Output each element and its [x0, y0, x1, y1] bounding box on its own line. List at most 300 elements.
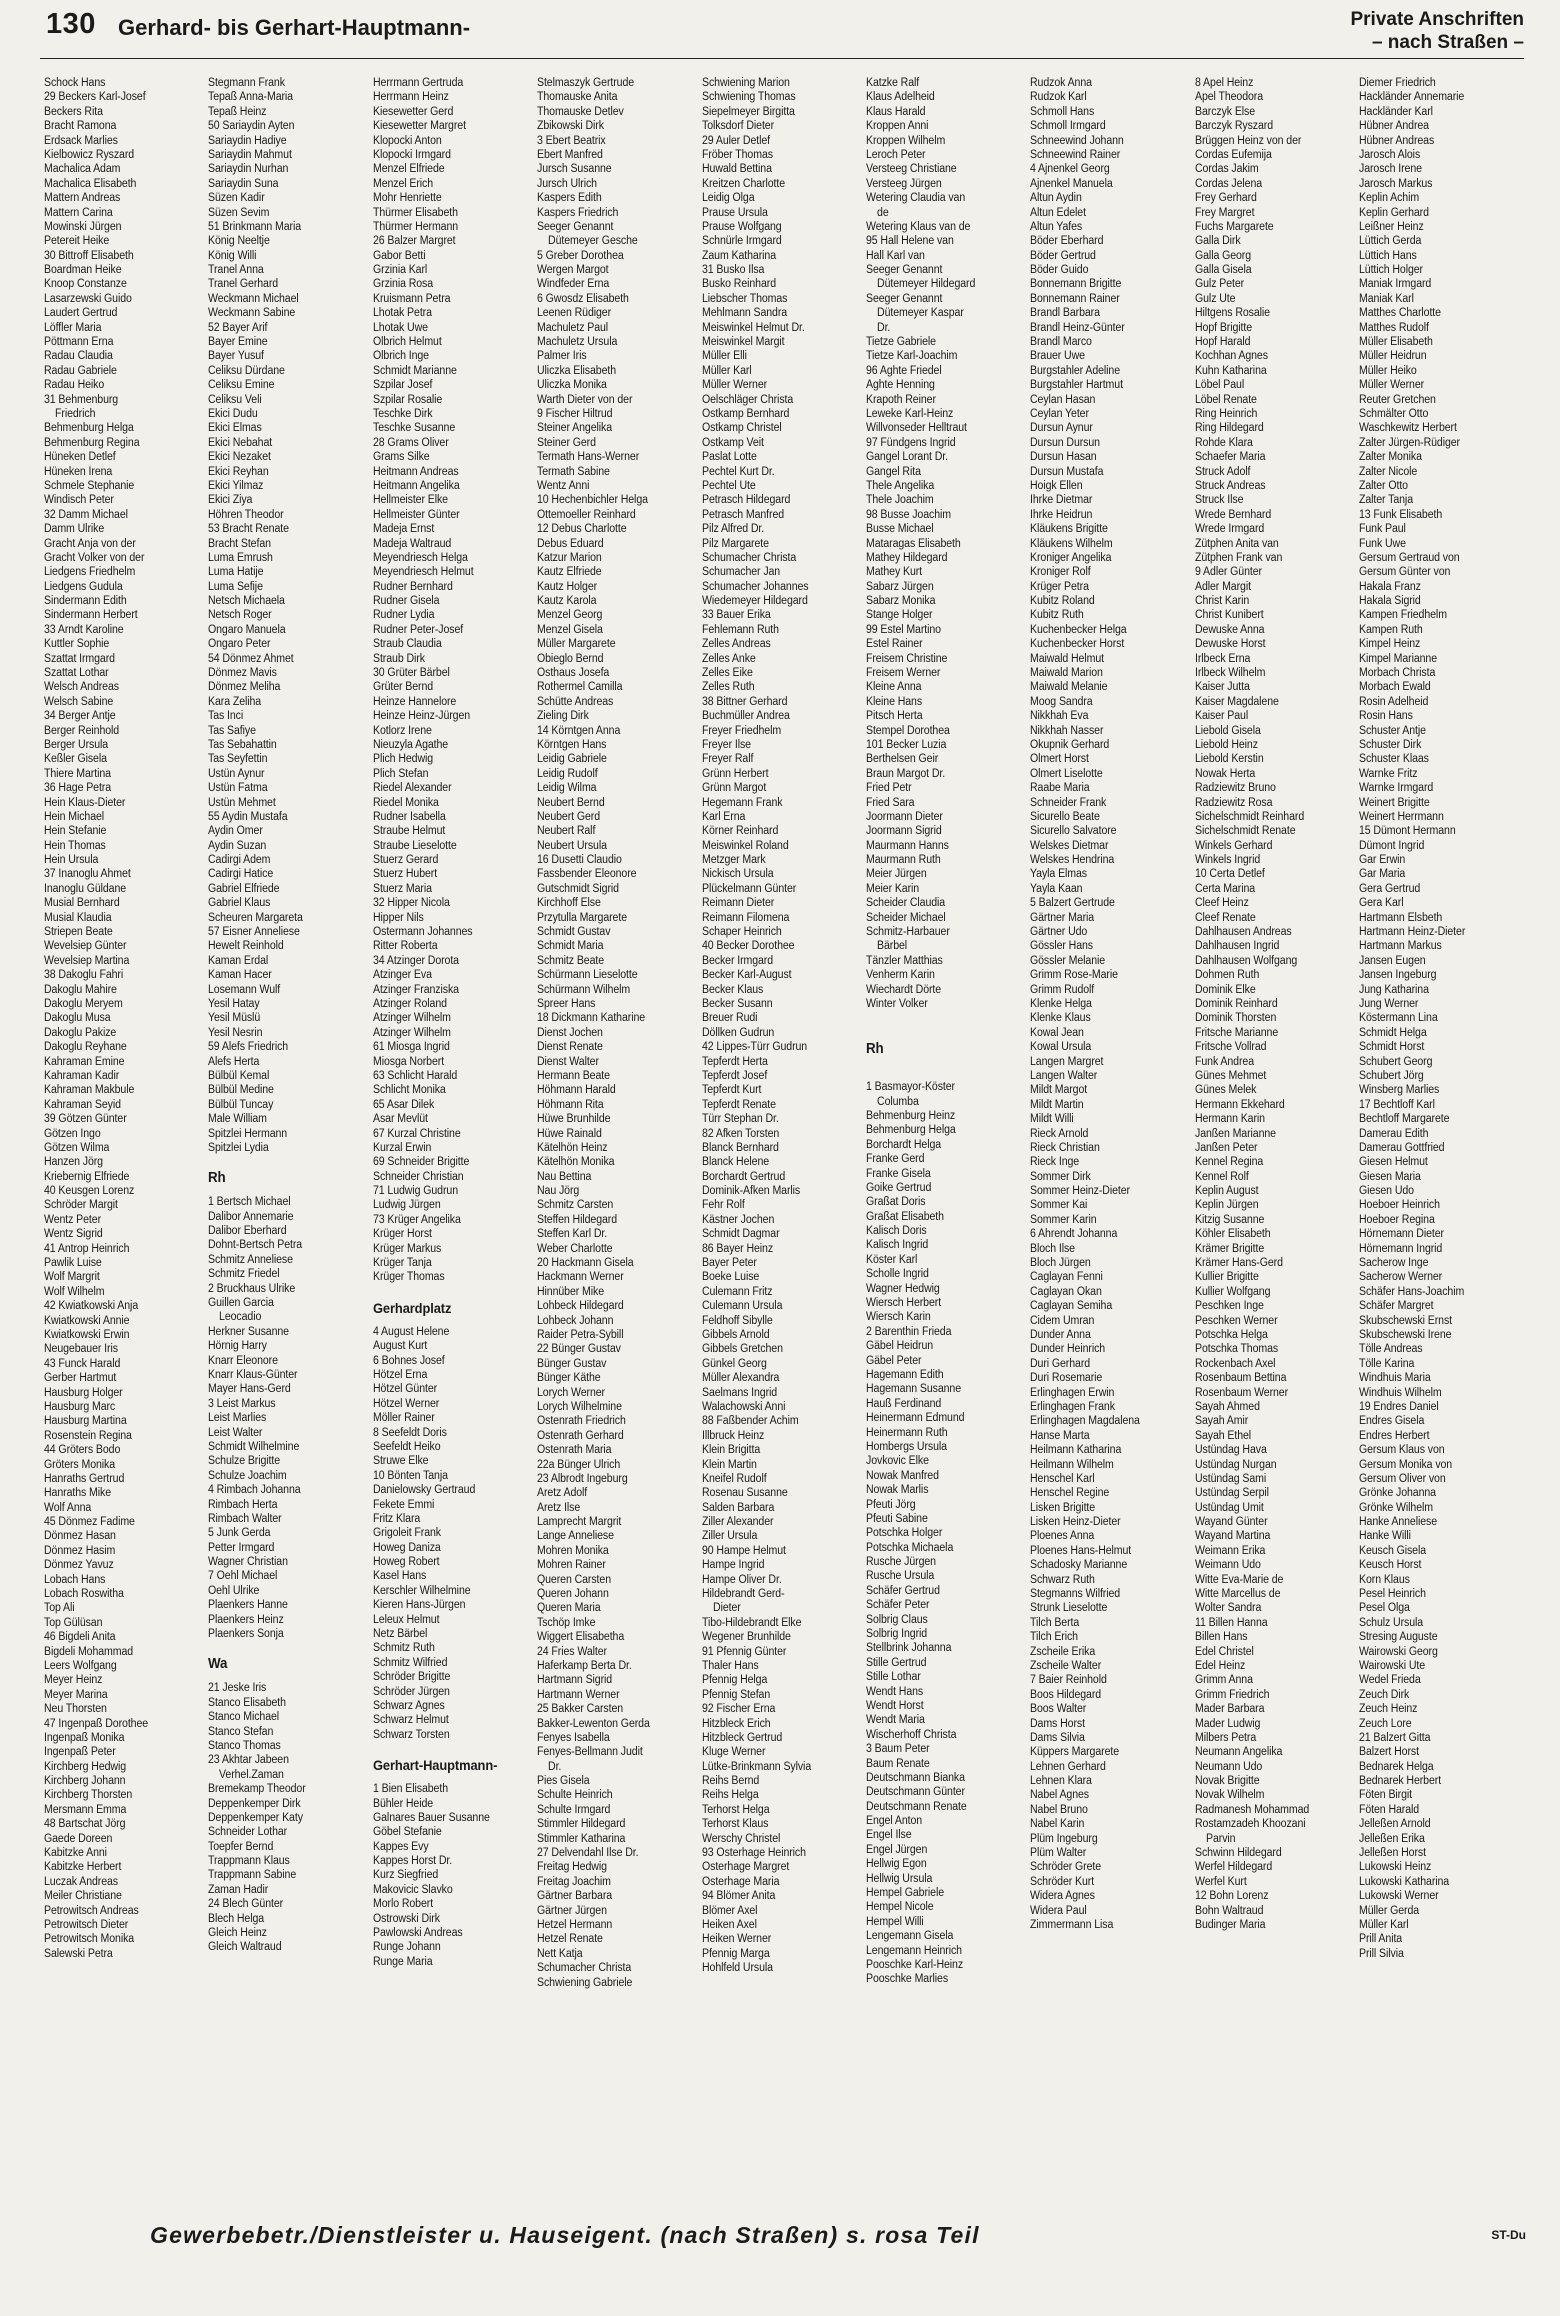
- resident-entry: Bülbül Tuncay: [208, 1098, 274, 1111]
- resident-entry: Bremekamp Theodor: [208, 1783, 307, 1796]
- resident-entry: Meiswinkel Roland: [701, 839, 789, 852]
- resident-entry: Schulte Heinrich: [537, 1789, 613, 1802]
- resident-entry: Stuerz Gerard: [372, 854, 439, 867]
- resident-entry: Lüttich Hans: [1359, 249, 1417, 262]
- resident-entry: Kaspers Edith: [537, 192, 602, 205]
- resident-entry: Keusch Horst: [1359, 1559, 1422, 1572]
- resident-entry: Machalica Adam: [44, 163, 121, 176]
- resident-entry: Stegmann Frank: [208, 77, 286, 89]
- resident-entry: Gracht Anja von der: [44, 537, 136, 550]
- resident-entry: Hoeboer Regina: [1359, 1213, 1435, 1226]
- resident-entry: Peschken Inge: [1194, 1300, 1264, 1313]
- resident-entry: Rieck Inge: [1030, 1156, 1080, 1169]
- resident-entry: Wayand Günter: [1194, 1516, 1268, 1529]
- resident-entry: Hanke Anneliese: [1359, 1516, 1438, 1529]
- resident-entry: Kleine Anna: [865, 681, 922, 694]
- resident-entry: Krüger Horst: [372, 1228, 432, 1241]
- resident-entry: Male William: [208, 1113, 268, 1126]
- resident-entry: Celiksu Emine: [208, 379, 275, 392]
- resident-entry: Pies Gisela: [537, 1775, 590, 1788]
- resident-entry: Lütke-Brinkmann Sylvia: [701, 1760, 811, 1773]
- resident-entry: Leist Marlies: [208, 1412, 267, 1425]
- resident-entry: Neumann Angelika: [1194, 1746, 1283, 1759]
- resident-entry: 91 Pfennig Günter: [701, 1645, 786, 1658]
- resident-entry: Kubitz Ruth: [1030, 609, 1085, 622]
- section-title-line2: – nach Straßen –: [1371, 32, 1524, 53]
- resident-entry: Kirchhoff Else: [537, 897, 601, 910]
- resident-entry: Pfennig Marga: [701, 1947, 770, 1960]
- resident-entry: 12 Bohn Lorenz: [1194, 1890, 1269, 1903]
- resident-entry: Grünn Margot: [701, 782, 766, 795]
- resident-entry: 39 Götzen Günter: [44, 1113, 127, 1126]
- resident-entry: Brandl Barbara: [1030, 307, 1101, 320]
- resident-entry: Heinze Hannelore: [372, 695, 457, 708]
- resident-entry: 14 Körntgen Anna: [537, 724, 621, 737]
- resident-entry: Cordas Jelena: [1194, 177, 1262, 190]
- resident-entry: Üstün Fatma: [208, 782, 268, 795]
- resident-entry: Radziewitz Rosa: [1194, 796, 1273, 809]
- resident-entry: 38 Bittner Gerhard: [701, 695, 787, 708]
- resident-entry: Kowal Ursula: [1030, 1041, 1092, 1054]
- entry-continuation: Dr.: [876, 321, 891, 334]
- resident-entry: Celiksu Veli: [208, 393, 262, 406]
- resident-entry: Hohlfeld Ursula: [701, 1962, 773, 1975]
- resident-entry: Gar Maria: [1359, 868, 1406, 881]
- resident-entry: Grzinia Karl: [372, 264, 427, 277]
- resident-entry: Meier Jürgen: [865, 868, 927, 881]
- resident-entry: Gabriel Klaus: [208, 897, 271, 910]
- resident-entry: Kennel Regina: [1194, 1156, 1263, 1169]
- resident-entry: 24 Blech Günter: [208, 1898, 284, 1911]
- resident-entry: Rusche Ursula: [865, 1570, 935, 1583]
- resident-entry: Warth Dieter von der: [537, 393, 633, 406]
- resident-entry: Ring Heinrich: [1194, 407, 1258, 420]
- resident-entry: Willvonseder Helltraut: [865, 422, 967, 435]
- resident-entry: Hüneken Irena: [44, 465, 113, 478]
- resident-entry: Schmoll Hans: [1030, 105, 1095, 118]
- resident-entry: Ostrowski Dirk: [372, 1912, 440, 1925]
- resident-entry: Deppenkemper Katy: [208, 1811, 304, 1824]
- resident-entry: Hoeboer Heinrich: [1359, 1199, 1440, 1212]
- resident-entry: Nett Katja: [537, 1947, 583, 1960]
- resident-entry: Teschke Susanne: [372, 422, 455, 435]
- resident-entry: Duri Gerhard: [1030, 1357, 1091, 1370]
- resident-entry: Hopf Brigitte: [1194, 321, 1252, 334]
- resident-entry: Ekici Elmas: [208, 422, 263, 435]
- resident-entry: Gärtner Jürgen: [537, 1904, 608, 1917]
- resident-entry: Sayah Amir: [1194, 1415, 1248, 1428]
- resident-entry: Burgstahler Adeline: [1030, 364, 1121, 377]
- resident-entry: 34 Atzinger Dorota: [372, 954, 459, 967]
- resident-entry: Caglayan Fenni: [1030, 1271, 1104, 1284]
- resident-entry: Olbrich Inge: [372, 350, 429, 363]
- resident-entry: Rohde Klara: [1194, 436, 1253, 449]
- resident-entry: Spitzlei Lydia: [208, 1141, 270, 1154]
- resident-entry: Üstündag Ümit: [1194, 1501, 1264, 1514]
- resident-entry: Stille Gertrud: [865, 1656, 927, 1669]
- resident-entry: Stegmanns Wilfried: [1030, 1588, 1121, 1601]
- resident-entry: Endres Herbert: [1359, 1429, 1430, 1442]
- resident-entry: Freyer Ralf: [701, 753, 753, 766]
- resident-entry: Dönmez Hasan: [44, 1530, 116, 1543]
- resident-entry: Erlinghagen Frank: [1030, 1400, 1116, 1413]
- resident-entry: Nieuzyla Agathe: [372, 738, 448, 751]
- resident-entry: Pooschke Karl-Heinz: [865, 1959, 963, 1971]
- resident-entry: Hermann Beate: [537, 1069, 611, 1082]
- resident-entry: Gössler Hans: [1030, 940, 1094, 953]
- resident-entry: Üstündag Hava: [1194, 1444, 1267, 1457]
- resident-entry: 45 Dönmez Fadime: [44, 1516, 135, 1529]
- resident-entry: Kabitzke Herbert: [44, 1861, 122, 1874]
- resident-entry: Tölle Karina: [1359, 1357, 1415, 1370]
- resident-entry: 59 Alefs Friedrich: [208, 1041, 289, 1054]
- resident-entry: Kahraman Makbule: [44, 1084, 135, 1097]
- resident-entry: Deutschmann Renate: [865, 1800, 967, 1813]
- resident-entry: Giesen Maria: [1359, 1170, 1421, 1183]
- resident-entry: 46 Bigdeli Anita: [44, 1631, 116, 1644]
- resident-entry: Queren Carsten: [537, 1573, 612, 1586]
- resident-entry: Nowak Manfred: [865, 1469, 939, 1482]
- section-title-line1: Private Anschriften: [1350, 9, 1524, 30]
- resident-entry: Gera Karl: [1359, 897, 1404, 910]
- resident-entry: Palmer Iris: [537, 350, 587, 363]
- resident-entry: Kläukens Brigitte: [1030, 523, 1109, 536]
- resident-entry: Rosin Hans: [1359, 710, 1413, 723]
- resident-entry: Nabel Karin: [1030, 1818, 1085, 1831]
- resident-entry: Gibbels Arnold: [701, 1328, 770, 1341]
- resident-entry: Heitmann Andreas: [372, 465, 459, 478]
- resident-entry: Windisch Peter: [44, 494, 114, 507]
- resident-entry: Kreitzen Charlotte: [701, 177, 785, 190]
- resident-entry: Knoop Constanze: [44, 278, 127, 291]
- resident-entry: Klenke Helga: [1030, 998, 1093, 1010]
- resident-entry: Ajnenkel Manuela: [1030, 177, 1113, 190]
- running-title: Gerhard- bis Gerhart-Hauptmann-: [118, 15, 471, 40]
- resident-entry: Frey Margret: [1194, 206, 1255, 219]
- resident-entry: Leers Wolfgang: [44, 1659, 117, 1672]
- directory-column: [373, 76, 537, 2216]
- resident-entry: Maurmann Hanns: [865, 839, 949, 852]
- resident-entry: Becker Karl-August: [701, 969, 792, 982]
- resident-entry: Schmitz Ruth: [372, 1642, 435, 1655]
- resident-entry: Ebert Manfred: [537, 148, 604, 161]
- resident-entry: Zalter Nicole: [1359, 465, 1418, 478]
- resident-entry: 73 Krüger Angelika: [372, 1213, 461, 1226]
- resident-entry: Plückelmann Günter: [701, 882, 796, 895]
- resident-entry: Raabe Maria: [1030, 782, 1090, 795]
- resident-entry: Hellwig Ursula: [865, 1872, 933, 1885]
- resident-entry: Meyer Marina: [44, 1688, 108, 1701]
- resident-entry: Neubert Bernd: [537, 796, 605, 809]
- resident-entry: Leidig Rudolf: [537, 767, 598, 780]
- resident-entry: Küppers Margarete: [1030, 1746, 1120, 1759]
- resident-entry: Sariaydin Suna: [208, 177, 279, 190]
- resident-entry: Cidem Ümran: [1030, 1314, 1095, 1327]
- resident-entry: Kitzig Susanne: [1194, 1213, 1265, 1226]
- resident-entry: 31 Behmenburg: [44, 393, 119, 406]
- resident-entry: Schmidt Helga: [1359, 1026, 1427, 1039]
- resident-entry: Kurzal Erwin: [372, 1141, 432, 1154]
- resident-entry: Luma Hatije: [208, 566, 264, 579]
- resident-entry: Potschka Helga: [1194, 1328, 1268, 1341]
- resident-entry: Sacherow Inge: [1359, 1257, 1429, 1270]
- resident-entry: Weckmann Sabine: [208, 307, 296, 320]
- resident-entry: Erdsack Marlies: [44, 134, 118, 147]
- resident-entry: [866, 1066, 1017, 1080]
- resident-entry: Bednarek Herbert: [1359, 1775, 1442, 1788]
- resident-entry: Gärtner Maria: [1030, 911, 1095, 924]
- resident-entry: 40 Keusgen Lorenz: [44, 1185, 135, 1198]
- resident-entry: Kaman Erdal: [208, 954, 269, 967]
- entry-continuation: Dütemeyer Gesche: [548, 235, 638, 248]
- resident-entry: Janßen Peter: [1194, 1141, 1258, 1154]
- resident-entry: Struck Ilse: [1194, 494, 1244, 507]
- resident-entry: Billen Hans: [1194, 1631, 1248, 1644]
- resident-entry: Lasarzewski Guido: [44, 292, 132, 305]
- resident-entry: Löbel Paul: [1194, 379, 1244, 392]
- resident-entry: Wergen Margot: [537, 264, 609, 277]
- resident-entry: Certa Marina: [1194, 882, 1255, 895]
- resident-entry: Dominik Reinhard: [1194, 998, 1278, 1010]
- resident-entry: Bayer Peter: [701, 1257, 757, 1270]
- resident-entry: Hörnig Harry: [208, 1340, 268, 1353]
- resident-entry: Zeuch Lore: [1359, 1717, 1412, 1730]
- resident-entry: Edel Christel: [1194, 1645, 1254, 1658]
- resident-entry: Keplin Achim: [1359, 192, 1420, 205]
- resident-entry: 92 Fischer Erna: [701, 1703, 775, 1716]
- resident-entry: Stempel Dorothea: [865, 724, 950, 737]
- resident-entry: Möller Rainer: [372, 1412, 435, 1425]
- resident-entry: Altun Edelet: [1030, 206, 1087, 219]
- resident-entry: Freyer Friedhelm: [701, 724, 781, 737]
- resident-entry: Hipper Nils: [372, 911, 424, 924]
- resident-entry: Laudert Gertrud: [44, 307, 118, 320]
- resident-entry: Netz Bärbel: [372, 1628, 428, 1641]
- resident-entry: Ottemoeller Reinhard: [537, 508, 636, 521]
- resident-entry: Celiksu Dürdane: [208, 364, 286, 377]
- resident-entry: Stelmaszyk Gertrude: [537, 77, 635, 89]
- resident-entry: Reuter Gretchen: [1359, 393, 1436, 406]
- resident-entry: Kirchberg Thorsten: [44, 1789, 133, 1802]
- resident-entry: Wiggert Elisabetha: [537, 1631, 625, 1644]
- resident-entry: Radau Gabriele: [44, 364, 117, 377]
- resident-entry: Herkner Susanne: [208, 1325, 290, 1338]
- resident-entry: Engel Anton: [865, 1815, 923, 1828]
- resident-entry: Jansen Ingeburg: [1359, 969, 1437, 982]
- resident-entry: Krämer Hans-Gerd: [1194, 1257, 1283, 1270]
- resident-entry: Scheider Claudia: [865, 897, 946, 910]
- resident-entry: Hitzbleck Erich: [701, 1717, 771, 1730]
- resident-entry: Menzel Georg: [537, 609, 603, 622]
- resident-entry: Kahraman Emine: [44, 1055, 125, 1068]
- resident-entry: Liebold Gisela: [1194, 724, 1261, 737]
- resident-entry: Prill Anita: [1359, 1933, 1403, 1946]
- resident-entry: Zimmermann Lisa: [1030, 1919, 1114, 1931]
- resident-entry: Rimbach Walter: [208, 1512, 282, 1525]
- resident-entry: Schmidt Dagmar: [701, 1228, 780, 1241]
- resident-entry: Dienst Renate: [537, 1041, 604, 1054]
- resident-entry: Krüger Thomas: [372, 1271, 445, 1284]
- resident-entry: 3 Leist Markus: [208, 1397, 276, 1410]
- resident-entry: Gröters Monika: [44, 1458, 116, 1471]
- resident-entry: Dams Silvia: [1030, 1731, 1086, 1744]
- resident-entry: Schuster Antje: [1359, 724, 1427, 737]
- resident-entry: Paslat Lotte: [701, 451, 757, 464]
- resident-entry: Schumacher Christa: [701, 551, 796, 564]
- resident-entry: Christ Karin: [1194, 595, 1249, 608]
- resident-entry: Estel Rainer: [865, 638, 923, 651]
- resident-entry: Morbach Ewald: [1359, 681, 1431, 694]
- resident-entry: Hötzel Erna: [372, 1368, 428, 1381]
- resident-entry: Hanraths Mike: [44, 1487, 112, 1500]
- resident-entry: Fritsche Vollrad: [1194, 1041, 1267, 1054]
- resident-entry: Zalter Jürgen-Rüdiger: [1359, 436, 1461, 449]
- resident-entry: Boardman Heike: [44, 264, 122, 277]
- resident-entry: Rimbach Herta: [208, 1498, 278, 1511]
- resident-entry: 94 Blömer Anita: [701, 1890, 775, 1903]
- resident-entry: Riedel Alexander: [372, 782, 452, 795]
- resident-entry: Mattern Andreas: [44, 192, 121, 205]
- resident-entry: Sariaydin Mahmut: [208, 148, 293, 161]
- resident-entry: Kroniger Rolf: [1030, 566, 1091, 579]
- resident-entry: 42 Kwiatkowski Anja: [44, 1300, 139, 1313]
- resident-entry: Nikkhah Eva: [1030, 710, 1089, 723]
- resident-entry: Cordas Jakim: [1194, 163, 1259, 176]
- resident-entry: Frey Gerhard: [1194, 192, 1257, 205]
- resident-entry: Dakoglu Mahire: [44, 983, 117, 996]
- resident-entry: Skubschewski Irene: [1359, 1328, 1452, 1341]
- resident-entry: Schmitz Beate: [537, 954, 605, 967]
- resident-entry: Tietze Gabriele: [865, 336, 936, 349]
- resident-entry: Stanco Elisabeth: [208, 1696, 287, 1709]
- resident-entry: Mattern Carina: [44, 206, 113, 219]
- resident-entry: 3 Ebert Beatrix: [537, 134, 606, 147]
- resident-entry: Hein Michael: [44, 810, 105, 823]
- resident-entry: Dümont Ingrid: [1359, 839, 1425, 852]
- resident-entry: Hauß Ferdinand: [865, 1397, 942, 1410]
- resident-entry: Giesen Helmut: [1359, 1156, 1428, 1169]
- resident-entry: 48 Bartschat Jörg: [44, 1818, 126, 1831]
- resident-entry: Tepferdt Herta: [701, 1055, 768, 1068]
- resident-entry: Hempel Nicole: [865, 1901, 934, 1914]
- resident-entry: Lorych Werner: [537, 1386, 606, 1399]
- resident-entry: Kroniger Angelika: [1030, 551, 1112, 564]
- resident-entry: Bechtloff Margarete: [1359, 1113, 1450, 1126]
- resident-entry: Gersum Gertraud von: [1359, 551, 1460, 564]
- resident-entry: Dalibor Eberhard: [208, 1225, 287, 1238]
- resident-entry: Weckmann Michael: [208, 292, 300, 305]
- resident-entry: Gäbel Heidrun: [865, 1340, 933, 1353]
- resident-entry: Atzinger Wilhelm: [372, 1026, 451, 1039]
- resident-entry: Runge Maria: [372, 1955, 433, 1968]
- resident-entry: Queren Johann: [537, 1588, 609, 1601]
- resident-entry: Leidig Wilma: [537, 782, 597, 795]
- resident-entry: Kuchenbecker Horst: [1030, 638, 1125, 651]
- resident-entry: Gangel Rita: [865, 465, 921, 478]
- resident-entry: Nowak Herta: [1194, 767, 1255, 780]
- street-heading: Gerhart-Hauptmann-: [372, 1757, 498, 1774]
- directory-column: [866, 76, 1030, 2216]
- resident-entry: Dakoglu Musa: [44, 1012, 111, 1025]
- resident-entry: Meiler Christiane: [44, 1890, 122, 1903]
- resident-entry: Hüwe Rainald: [537, 1127, 602, 1140]
- resident-entry: 16 Dusetti Claudio: [537, 854, 622, 867]
- resident-entry: Top Ali: [44, 1602, 75, 1615]
- resident-entry: Hackländer Karl: [1359, 105, 1434, 118]
- resident-entry: Behmenburg Heinz: [865, 1109, 956, 1122]
- resident-entry: Bünger Käthe: [537, 1372, 601, 1385]
- resident-entry: Lange Anneliese: [537, 1530, 615, 1543]
- resident-entry: Köhler Elisabeth: [1194, 1228, 1271, 1241]
- resident-entry: Debus Eduard: [537, 537, 604, 550]
- resident-entry: Alefs Herta: [208, 1055, 260, 1068]
- resident-entry: Galla Dirk: [1194, 235, 1241, 248]
- resident-entry: Sichelschmidt Reinhard: [1194, 810, 1304, 823]
- resident-entry: 13 Funk Elisabeth: [1359, 508, 1443, 521]
- resident-entry: Galla Georg: [1194, 249, 1251, 262]
- resident-entry: Kriebernig Elfriede: [44, 1170, 130, 1183]
- resident-entry: Dursun Aynur: [1030, 422, 1094, 435]
- section-heading: Wa: [208, 1656, 228, 1673]
- resident-entry: Bednarek Helga: [1359, 1760, 1434, 1773]
- resident-entry: Maurmann Ruth: [865, 854, 941, 867]
- resident-entry: Gersum Oliver von: [1359, 1472, 1446, 1485]
- resident-entry: Kruismann Petra: [372, 292, 451, 305]
- resident-entry: Ceylan Yeter: [1030, 407, 1090, 420]
- resident-entry: Welskes Dietmar: [1030, 839, 1109, 852]
- resident-entry: Fenyes-Bellmann Judit: [537, 1746, 643, 1759]
- resident-entry: Schadosky Marianne: [1030, 1559, 1128, 1572]
- resident-entry: 5 Balzert Gertrude: [1030, 897, 1116, 910]
- resident-entry: Blanck Bernhard: [701, 1141, 779, 1154]
- resident-entry: Tepaß Anna-Maria: [208, 91, 294, 104]
- resident-entry: Schütte Andreas: [537, 695, 614, 708]
- resident-entry: Klopocki Irmgard: [372, 148, 451, 161]
- resident-entry: Fried Sara: [865, 796, 915, 809]
- resident-entry: Petrowitsch Dieter: [44, 1919, 129, 1931]
- resident-entry: Pawlowski Andreas: [372, 1927, 463, 1940]
- resident-entry: Potschka Michaela: [865, 1541, 954, 1554]
- resident-entry: Altun Yafes: [1030, 220, 1083, 233]
- resident-entry: Weimann Erika: [1194, 1544, 1266, 1557]
- resident-entry: Zbikowski Dirk: [537, 120, 605, 133]
- resident-entry: Meyer Heinz: [44, 1674, 103, 1687]
- resident-entry: 52 Bayer Arif: [208, 321, 268, 334]
- resident-entry: Scholle Ingrid: [865, 1268, 929, 1281]
- resident-entry: Kätelhön Heinz: [537, 1141, 608, 1154]
- resident-entry: Kahraman Seyid: [44, 1098, 121, 1111]
- resident-entry: Freitag Joachim: [537, 1875, 612, 1888]
- resident-entry: 2 Barenthin Frieda: [865, 1325, 952, 1338]
- resident-entry: Joormann Dieter: [865, 810, 943, 823]
- resident-entry: Welsch Sabine: [44, 695, 114, 708]
- resident-entry: 82 Afken Torsten: [701, 1127, 779, 1140]
- resident-entry: Tilch Erich: [1030, 1631, 1079, 1644]
- resident-entry: Korn Klaus: [1359, 1573, 1410, 1586]
- resident-entry: Giesen Udo: [1359, 1185, 1415, 1198]
- resident-entry: Lhotak Petra: [372, 307, 432, 320]
- resident-entry: Kroppen Wilhelm: [865, 134, 946, 147]
- resident-entry: Becker Irmgard: [701, 954, 773, 967]
- resident-entry: Gössler Melanie: [1030, 954, 1106, 967]
- resident-entry: Brüggen Heinz von der: [1194, 134, 1302, 147]
- resident-entry: Funk Uwe: [1359, 537, 1407, 550]
- resident-entry: Liedgens Friedhelm: [44, 566, 136, 579]
- resident-entry: Sabarz Jürgen: [865, 580, 934, 593]
- resident-entry: Hagemann Edith: [865, 1368, 944, 1381]
- resident-entry: Dönmez Meliha: [208, 681, 281, 694]
- resident-entry: Pesel Heinrich: [1359, 1588, 1427, 1601]
